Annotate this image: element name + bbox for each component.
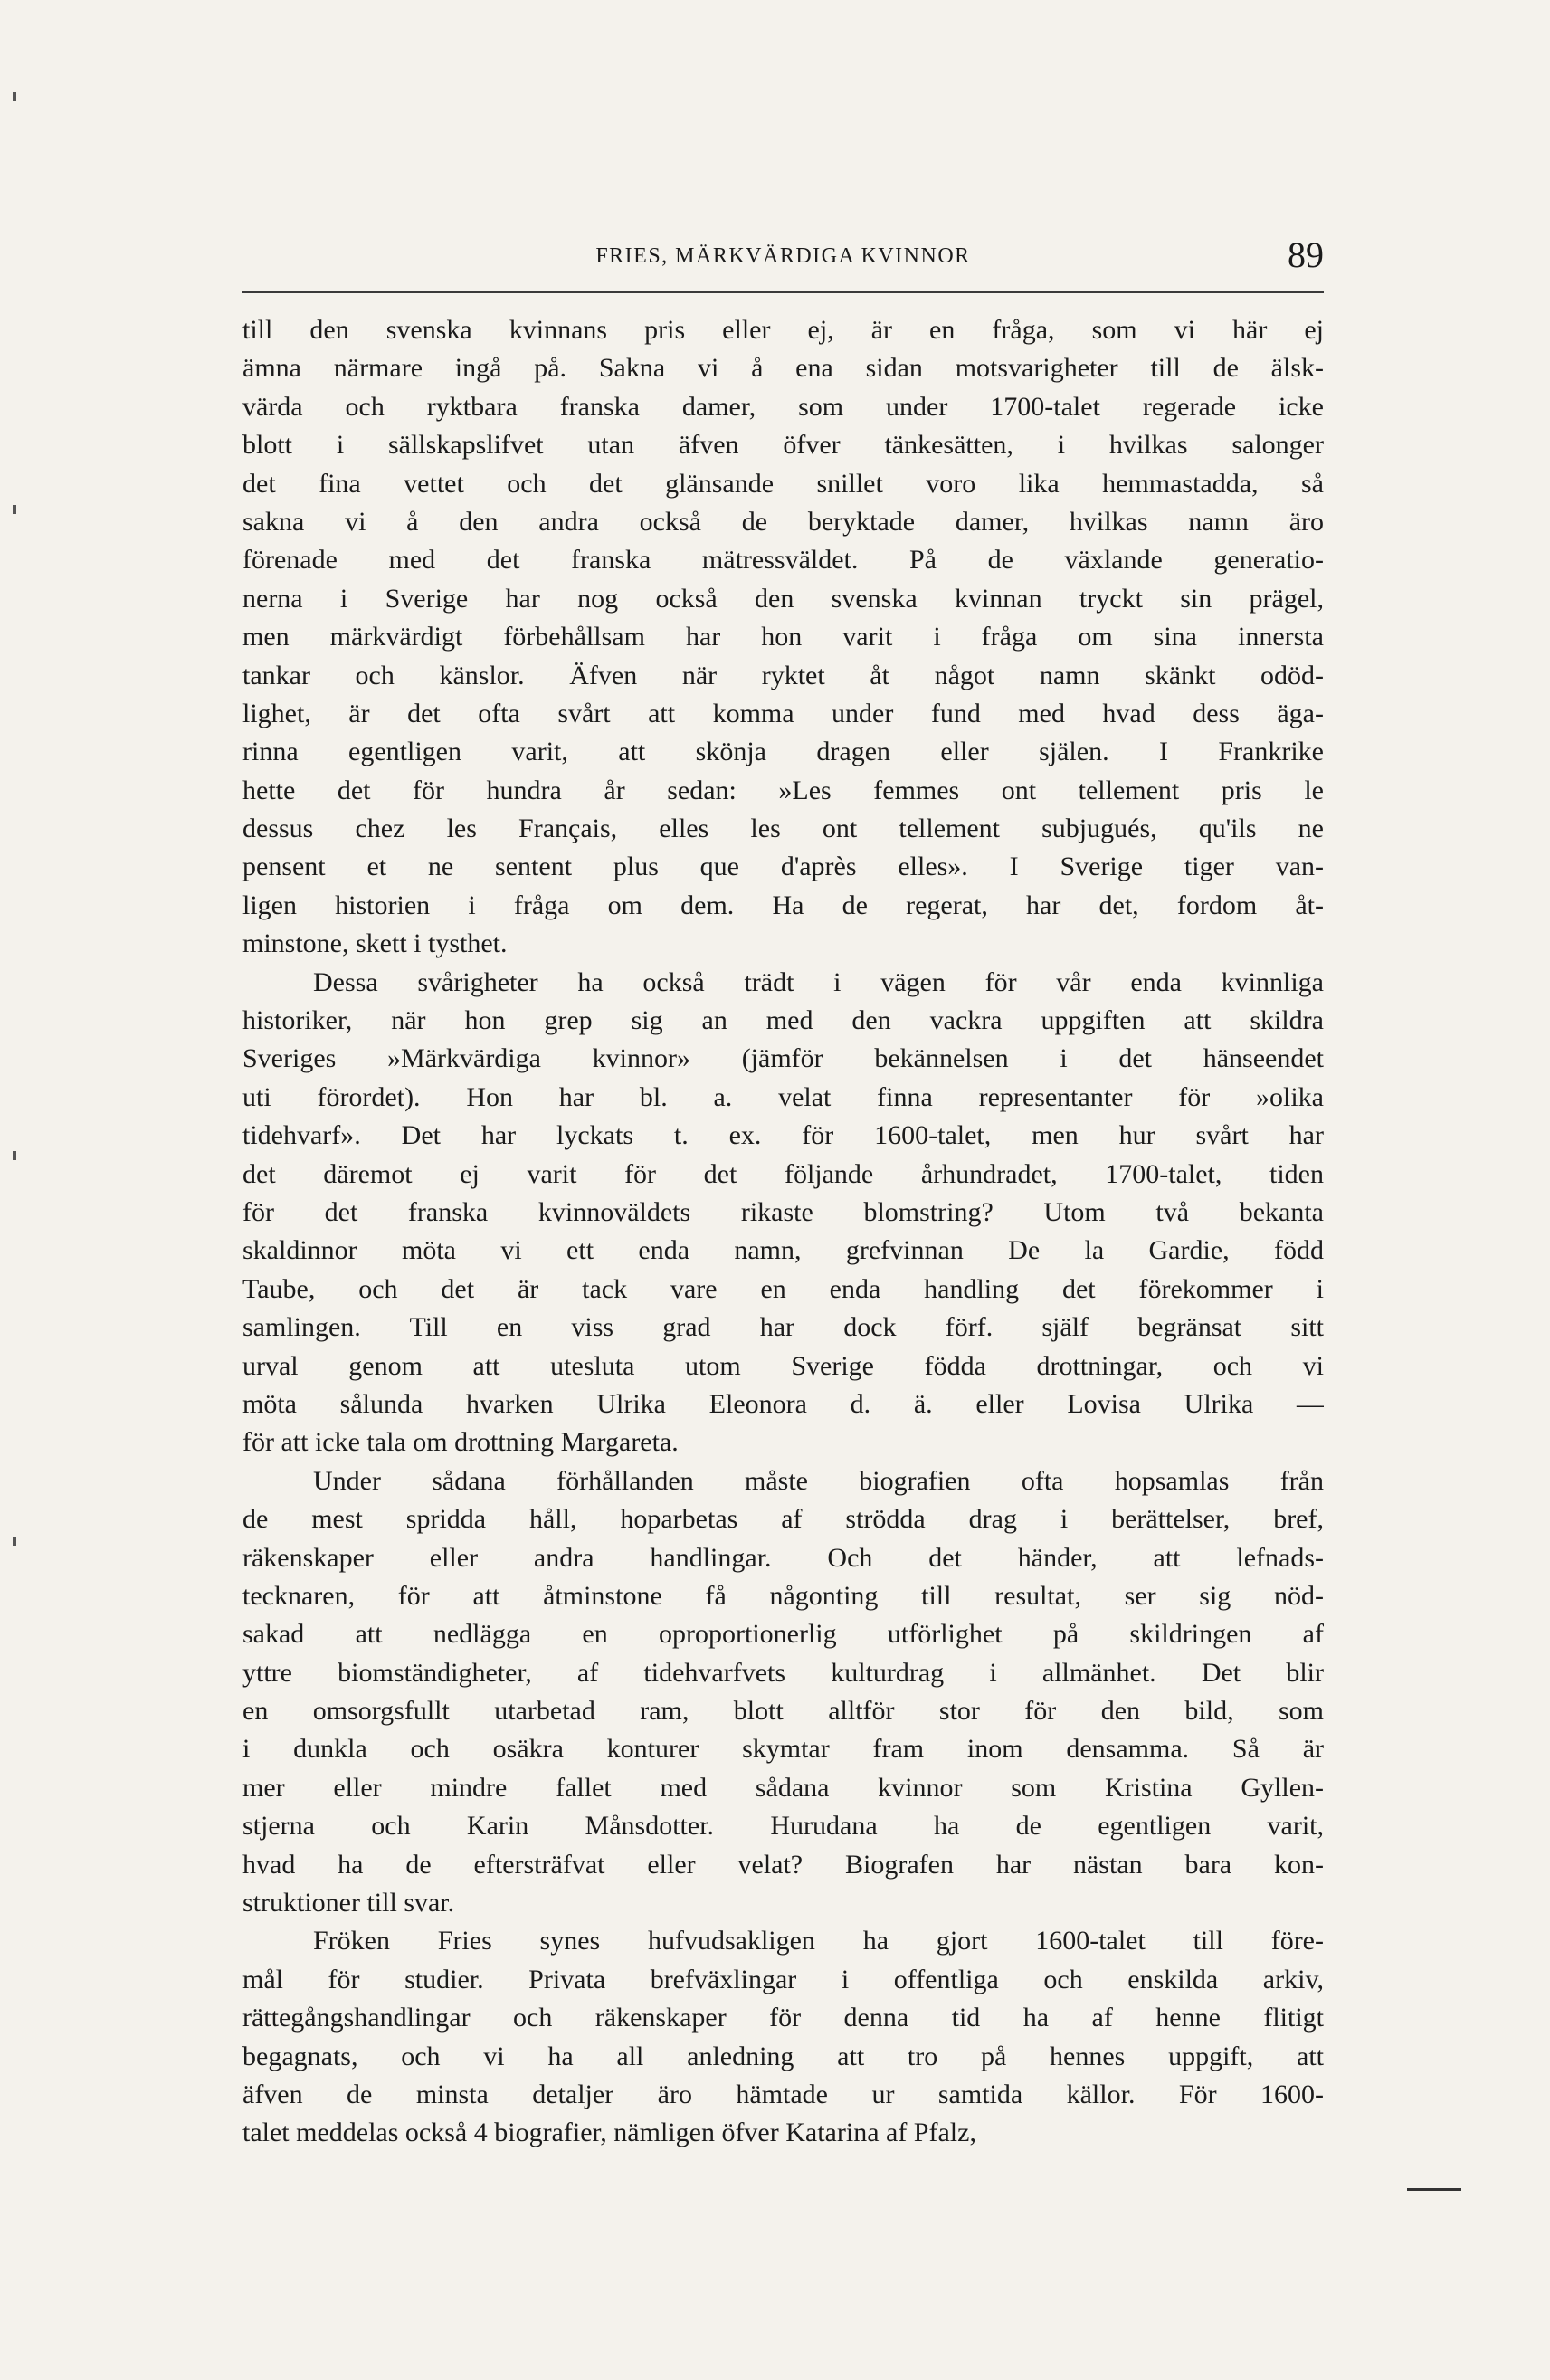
text-line: stjerna och Karin Månsdotter. Hurudana ha de egentligen varit, [242,1811,1324,1842]
text-line: sakna vi å den andra också de beryktade damer, hvilkas namn äro [242,506,1324,537]
text-line: det däremot ej varit för det följande århundradet, 1700-talet, tiden [242,1158,1324,1189]
text-line: förenade med det franska mätressväldet. På de växlande generatio- [242,545,1324,576]
text-line: sakad att nedlägga en oproportionerlig utförlighet på skildringen af [242,1619,1324,1650]
text-line: nerna i Sverige har nog också den svenska kvinnan tryckt sin prägel, [242,583,1324,614]
paragraph [242,964,1324,1462]
text-line: äfven de minsta detaljer äro hämtade ur samtida källor. För 1600- [242,2079,1324,2109]
text-line: tankar och känslor. Äfven när ryktet åt något namn skänkt odöd- [242,660,1324,690]
text-line: i dunkla och osäkra konturer skymtar fram inom densamma. Så är [242,1734,1324,1765]
text-line: blott i sällskapslifvet utan äfven öfver tänkesätten, i hvilkas salonger [242,430,1324,461]
margin-dash [1407,2188,1461,2191]
text-line: de mest spridda håll, hoparbetas af strödda drag i berättelser, bref, [242,1504,1324,1535]
running-head [242,233,1324,288]
text-line: det fina vettet och det glänsande snillet voro lika hemmastadda, så [242,468,1324,499]
text-line: mer eller mindre fallet med sådana kvinnor som Kristina Gyllen- [242,1772,1324,1803]
text-line: tidehvarf». Det har lyckats t. ex. för 1600-talet, men hur svårt har [242,1120,1324,1151]
text-line: tecknaren, för att åtminstone få någonting till resultat, ser sig nöd- [242,1580,1324,1611]
page-number: 89 [1288,234,1324,275]
text-line: talet meddelas också 4 biografier, nämligen öfver Katarina af Pfalz, [242,2118,976,2148]
text-line: minstone, skett i tysthet. [242,928,508,959]
text-line: historiker, när hon grep sig an med den vackra uppgiften att skildra [242,1005,1324,1036]
text-line: skaldinnor möta vi ett enda namn, grefvinnan De la Gardie, född [242,1235,1324,1266]
margin-speck [13,1537,16,1546]
text-line: begagnats, och vi ha all anledning att tro på hennes uppgift, att [242,2041,1324,2071]
text-line: mål för studier. Privata brefväxlingar i offentliga och enskilda arkiv, [242,1964,1324,1994]
margin-speck [13,1151,16,1160]
text-line: rättegångshandlingar och räkenskaper för denna tid ha af henne flitigt [242,2003,1324,2033]
text-line: möta sålunda hvarken Ulrika Eleonora d. ä. eller Lovisa Ulrika — [242,1388,1324,1419]
text-line: men märkvärdigt förbehållsam har hon varit i fråga om sina innersta [242,622,1324,652]
text-line: Sveriges »Märkvärdiga kvinnor» (jämför bekännelsen i det hänseendet [242,1043,1324,1074]
text-line: för det franska kvinnoväldets rikaste blomstring? Utom två bekanta [242,1196,1324,1227]
text-line: värda och ryktbara franska damer, som under 1700-talet regerade icke [242,391,1324,422]
text-line: dessus chez les Français, elles les ont tellement subjugués, qu'ils ne [242,814,1324,844]
body-text [242,311,1324,2153]
margin-speck [13,505,16,514]
text-line: rinna egentligen varit, att skönja dragen eller själen. I Frankrike [242,737,1324,767]
header-rule [242,291,1324,293]
text-line: till den svenska kvinnans pris eller ej, är en fråga, som vi här ej [242,315,1324,345]
text-line: ligen historien i fråga om dem. Ha de regerat, har det, fordom åt- [242,890,1324,920]
text-line: en omsorgsfullt utarbetad ram, blott alltför stor för den bild, som [242,1696,1324,1727]
text-line: Fröken Fries synes hufvudsakligen ha gjort 1600-talet till före- [313,1926,1324,1956]
text-line: Under sådana förhållanden måste biografien ofta hopsamlas från [313,1465,1324,1496]
text-line: struktioner till svar. [242,1888,455,1918]
text-line: pensent et ne sentent plus que d'après elles». I Sverige tiger van- [242,852,1324,882]
text-line: Dessa svårigheter ha också trädt i vägen för vår enda kvinnliga [313,966,1324,997]
text-line: hvad ha de eftersträfvat eller velat? Biografen har nästan bara kon- [242,1849,1324,1880]
paragraph [242,1922,1324,2152]
paragraph [242,311,1324,964]
text-line: lighet, är det ofta svårt att komma under fund med hvad dess äga- [242,698,1324,728]
text-line: Taube, och det är tack vare en enda handling det förekommer i [242,1273,1324,1304]
text-line: uti förordet). Hon har bl. a. velat finna representanter för »olika [242,1081,1324,1112]
text-line: hette det för hundra år sedan: »Les femmes ont tellement pris le [242,775,1324,805]
text-line: samlingen. Till en viss grad har dock förf. själf begränsat sitt [242,1312,1324,1343]
margin-speck [13,92,16,101]
text-line: räkenskaper eller andra handlingar. Och det händer, att lefnads- [242,1542,1324,1573]
text-line: yttre biomständigheter, af tidehvarfvets kulturdrag i allmänhet. Det blir [242,1657,1324,1688]
running-head-title: FRIES, MÄRKVÄRDIGA KVINNOR [595,244,971,268]
text-line: för att icke tala om drottning Margareta. [242,1427,679,1458]
text-line: ämna närmare ingå på. Sakna vi å ena sidan motsvarigheter till de älsk- [242,353,1324,384]
paragraph [242,1462,1324,1923]
text-line: urval genom att utesluta utom Sverige födda drottningar, och vi [242,1350,1324,1381]
